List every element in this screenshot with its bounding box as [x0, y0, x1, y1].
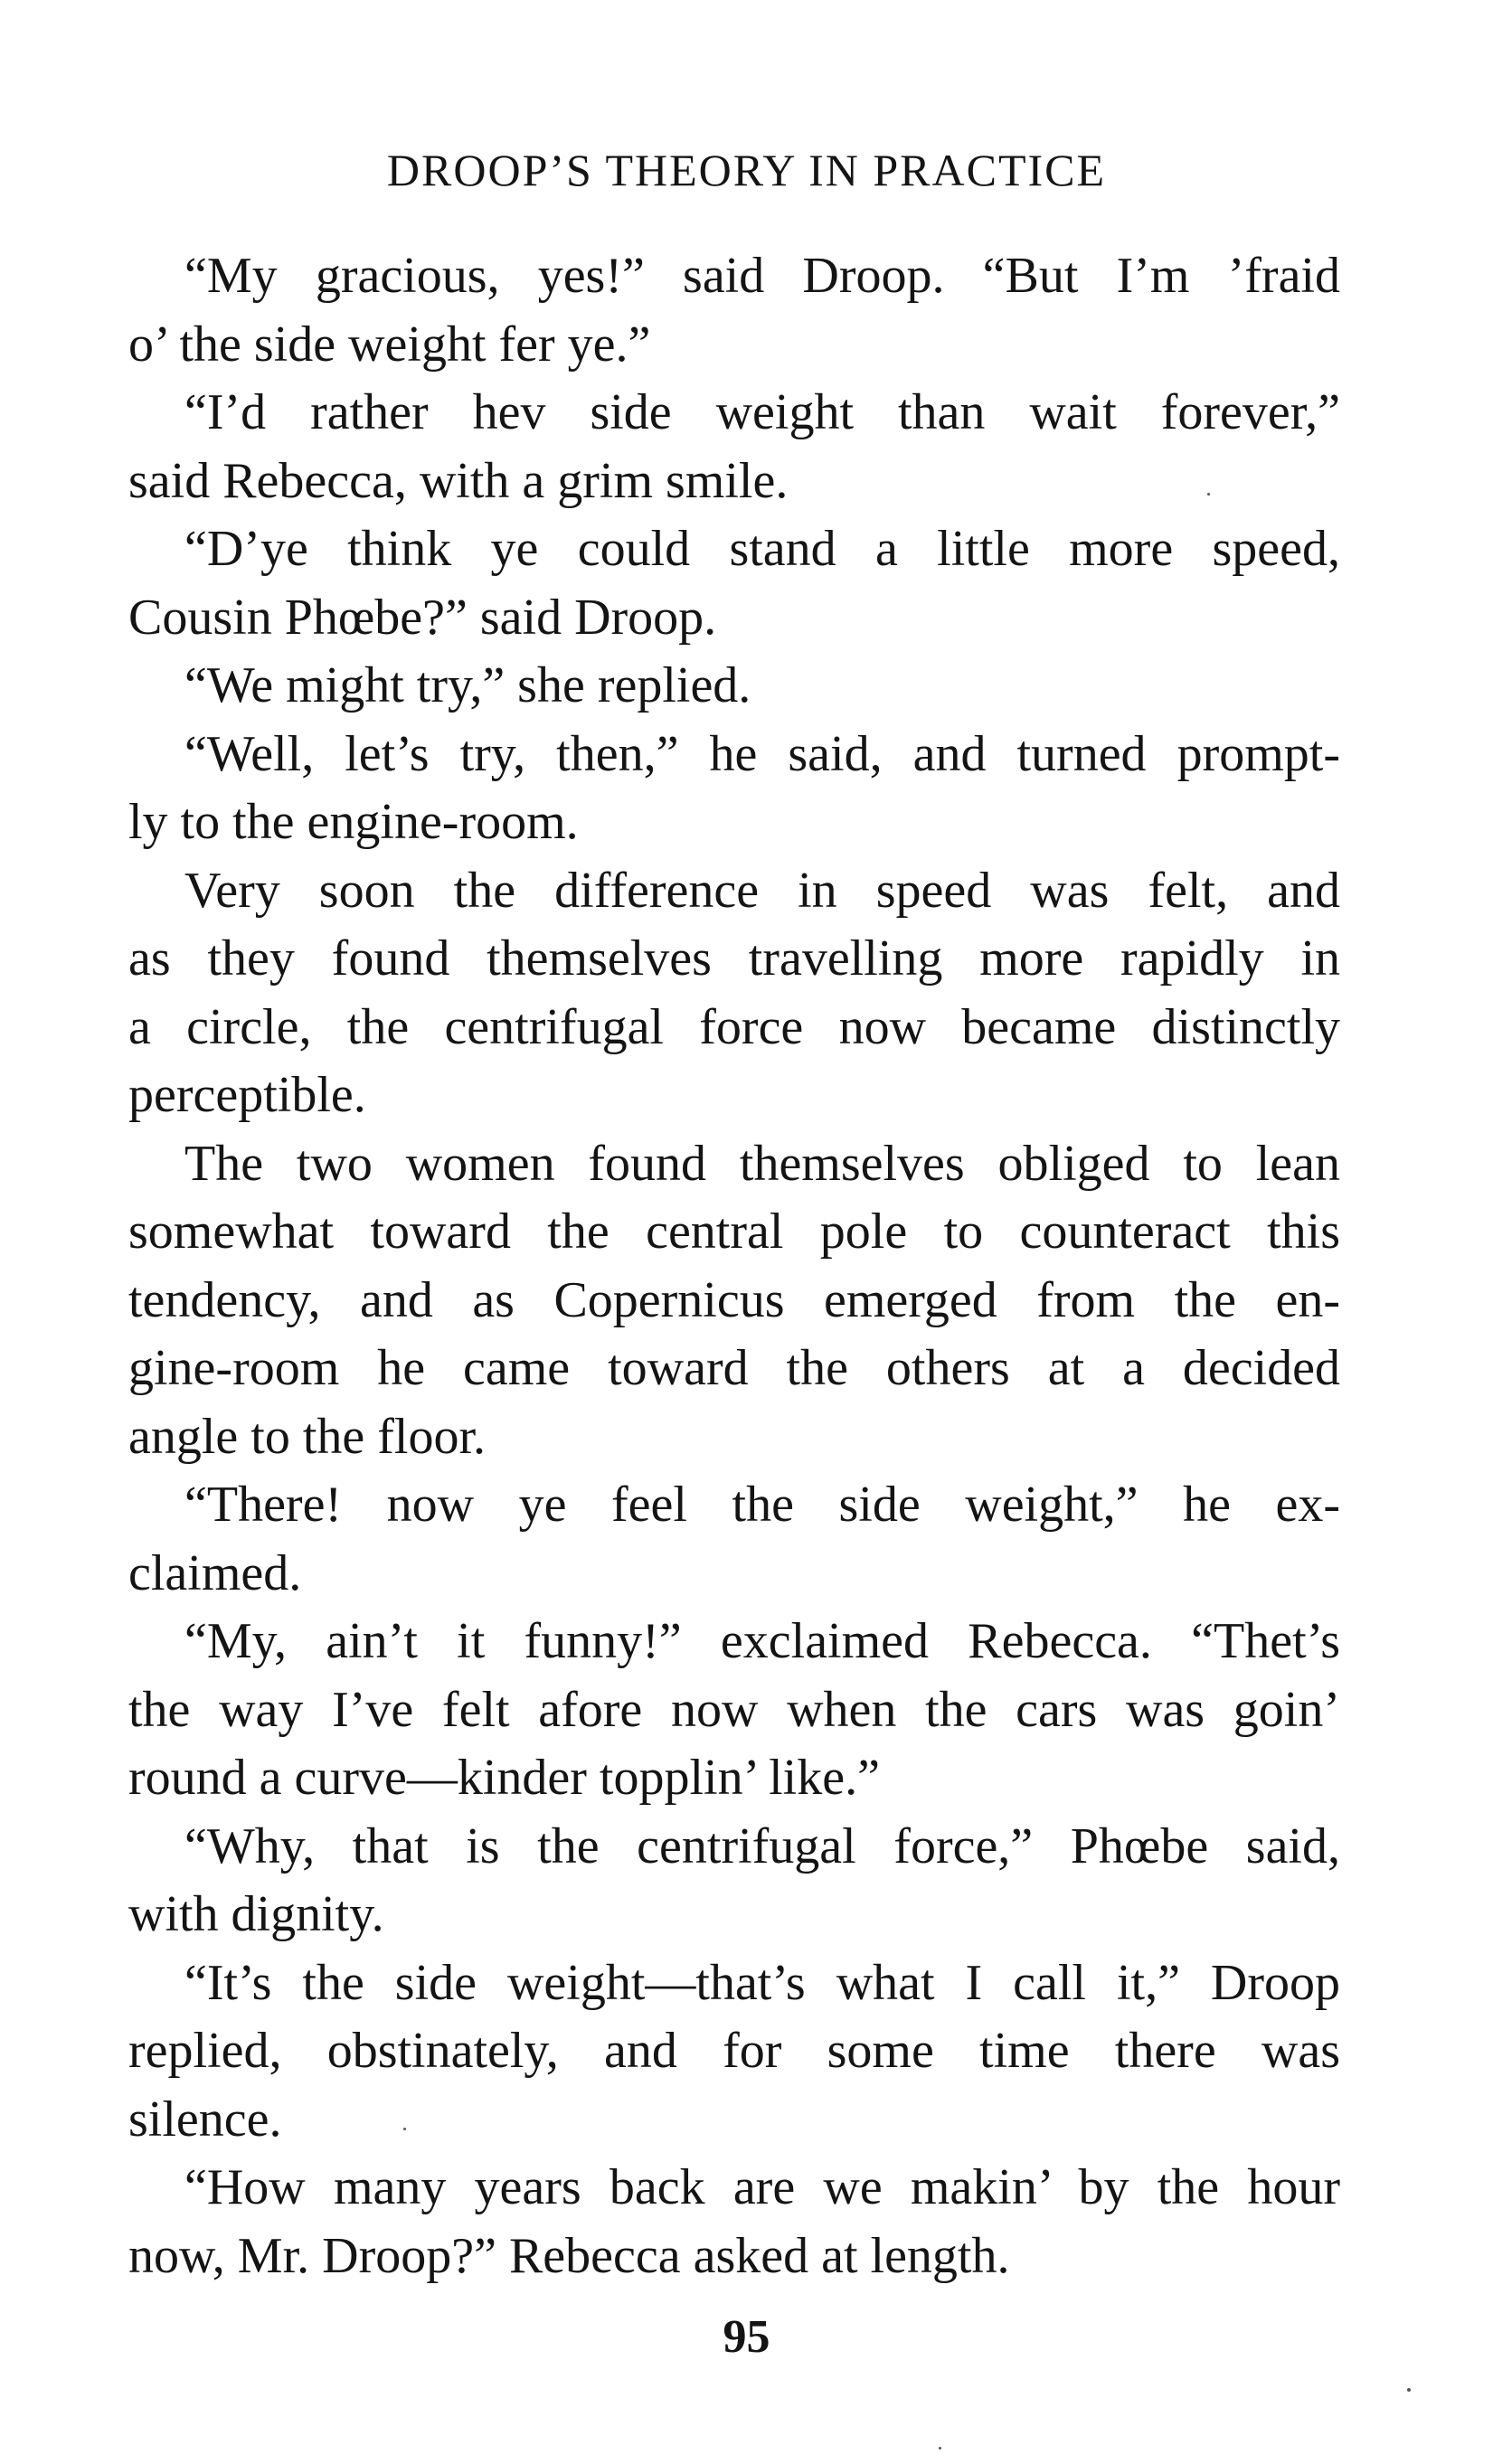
text-line: “There! now ye feel the side weight,” he ex-: [184, 1477, 1340, 1533]
text-line: gine-room he came toward the others at a decided: [128, 1340, 1340, 1396]
text-line: “My, ain’t it funny!” exclaimed Rebecca. “Thet’s: [184, 1613, 1340, 1669]
paragraph: [128, 1471, 1340, 1608]
text-line: replied, obstinately, and for some time there was: [128, 2023, 1340, 2079]
scan-speck: [1407, 2388, 1411, 2392]
text-line: o’ the side weight fer ye.”: [128, 316, 651, 373]
text-line: “Why, that is the centrifugal force,” Phœbe said,: [184, 1817, 1340, 1874]
text-line: somewhat toward the central pole to counteract this: [128, 1204, 1340, 1260]
text-line: “Well, let’s try, then,” he said, and turned prompt-: [184, 725, 1340, 782]
paragraph: [128, 1608, 1340, 1813]
text-line: Very soon the difference in speed was felt, and: [184, 862, 1340, 919]
text-line: now, Mr. Droop?” Rebecca asked at length.: [128, 2227, 1010, 2284]
text-line: The two women found themselves obliged to lean: [184, 1135, 1340, 1192]
text-line: Cousin Phœbe?” said Droop.: [128, 589, 717, 646]
paragraph: [128, 857, 1340, 1130]
text-line: as they found themselves travelling more rapidly in: [128, 930, 1340, 987]
body-text: [128, 242, 1340, 2290]
paragraph: [128, 515, 1340, 652]
text-line: “It’s the side weight—that’s what I call it,” Droop: [184, 1954, 1340, 2011]
text-line: the way I’ve felt afore now when the cars was goin’: [128, 1681, 1340, 1738]
page-number: 95: [723, 2311, 770, 2363]
text-line: ly to the engine-room.: [128, 794, 579, 850]
paragraph: [128, 1949, 1340, 2155]
paragraph: [128, 242, 1340, 379]
text-line: round a curve—kinder topplin’ like.”: [128, 1750, 880, 1806]
text-line: perceptible.: [128, 1067, 366, 1123]
paragraph: [128, 379, 1340, 515]
text-line: angle to the floor.: [128, 1408, 487, 1465]
text-line: claimed.: [128, 1544, 302, 1601]
scan-speck: [939, 2447, 941, 2450]
paragraph: [128, 1813, 1340, 1949]
text-line: “D’ye think ye could stand a little more speed,: [184, 521, 1340, 577]
paragraph: [128, 652, 1340, 721]
text-line: tendency, and as Copernicus emerged from the en-: [128, 1271, 1340, 1328]
paragraph: [128, 1130, 1340, 1472]
text-line: “I’d rather hev side weight than wait forever,”: [184, 384, 1340, 440]
text-line: with dignity.: [128, 1886, 384, 1942]
text-line: a circle, the centrifugal force now became distinctly: [128, 998, 1340, 1055]
text-line: said Rebecca, with a grim smile.: [128, 452, 789, 509]
running-head: DROOP’S THEORY IN PRACTICE: [386, 145, 1107, 195]
text-line: “How many years back are we makin’ by the hour: [184, 2159, 1340, 2215]
scan-speck: [403, 2128, 406, 2130]
text-line: silence.: [128, 2091, 282, 2148]
text-line: “My gracious, yes!” said Droop. “But I’m ’fraid: [184, 248, 1340, 304]
scan-speck: [1207, 493, 1210, 496]
paragraph: [128, 721, 1340, 857]
paragraph: [128, 2154, 1340, 2290]
text-line: “We might try,” she replied.: [184, 657, 751, 713]
